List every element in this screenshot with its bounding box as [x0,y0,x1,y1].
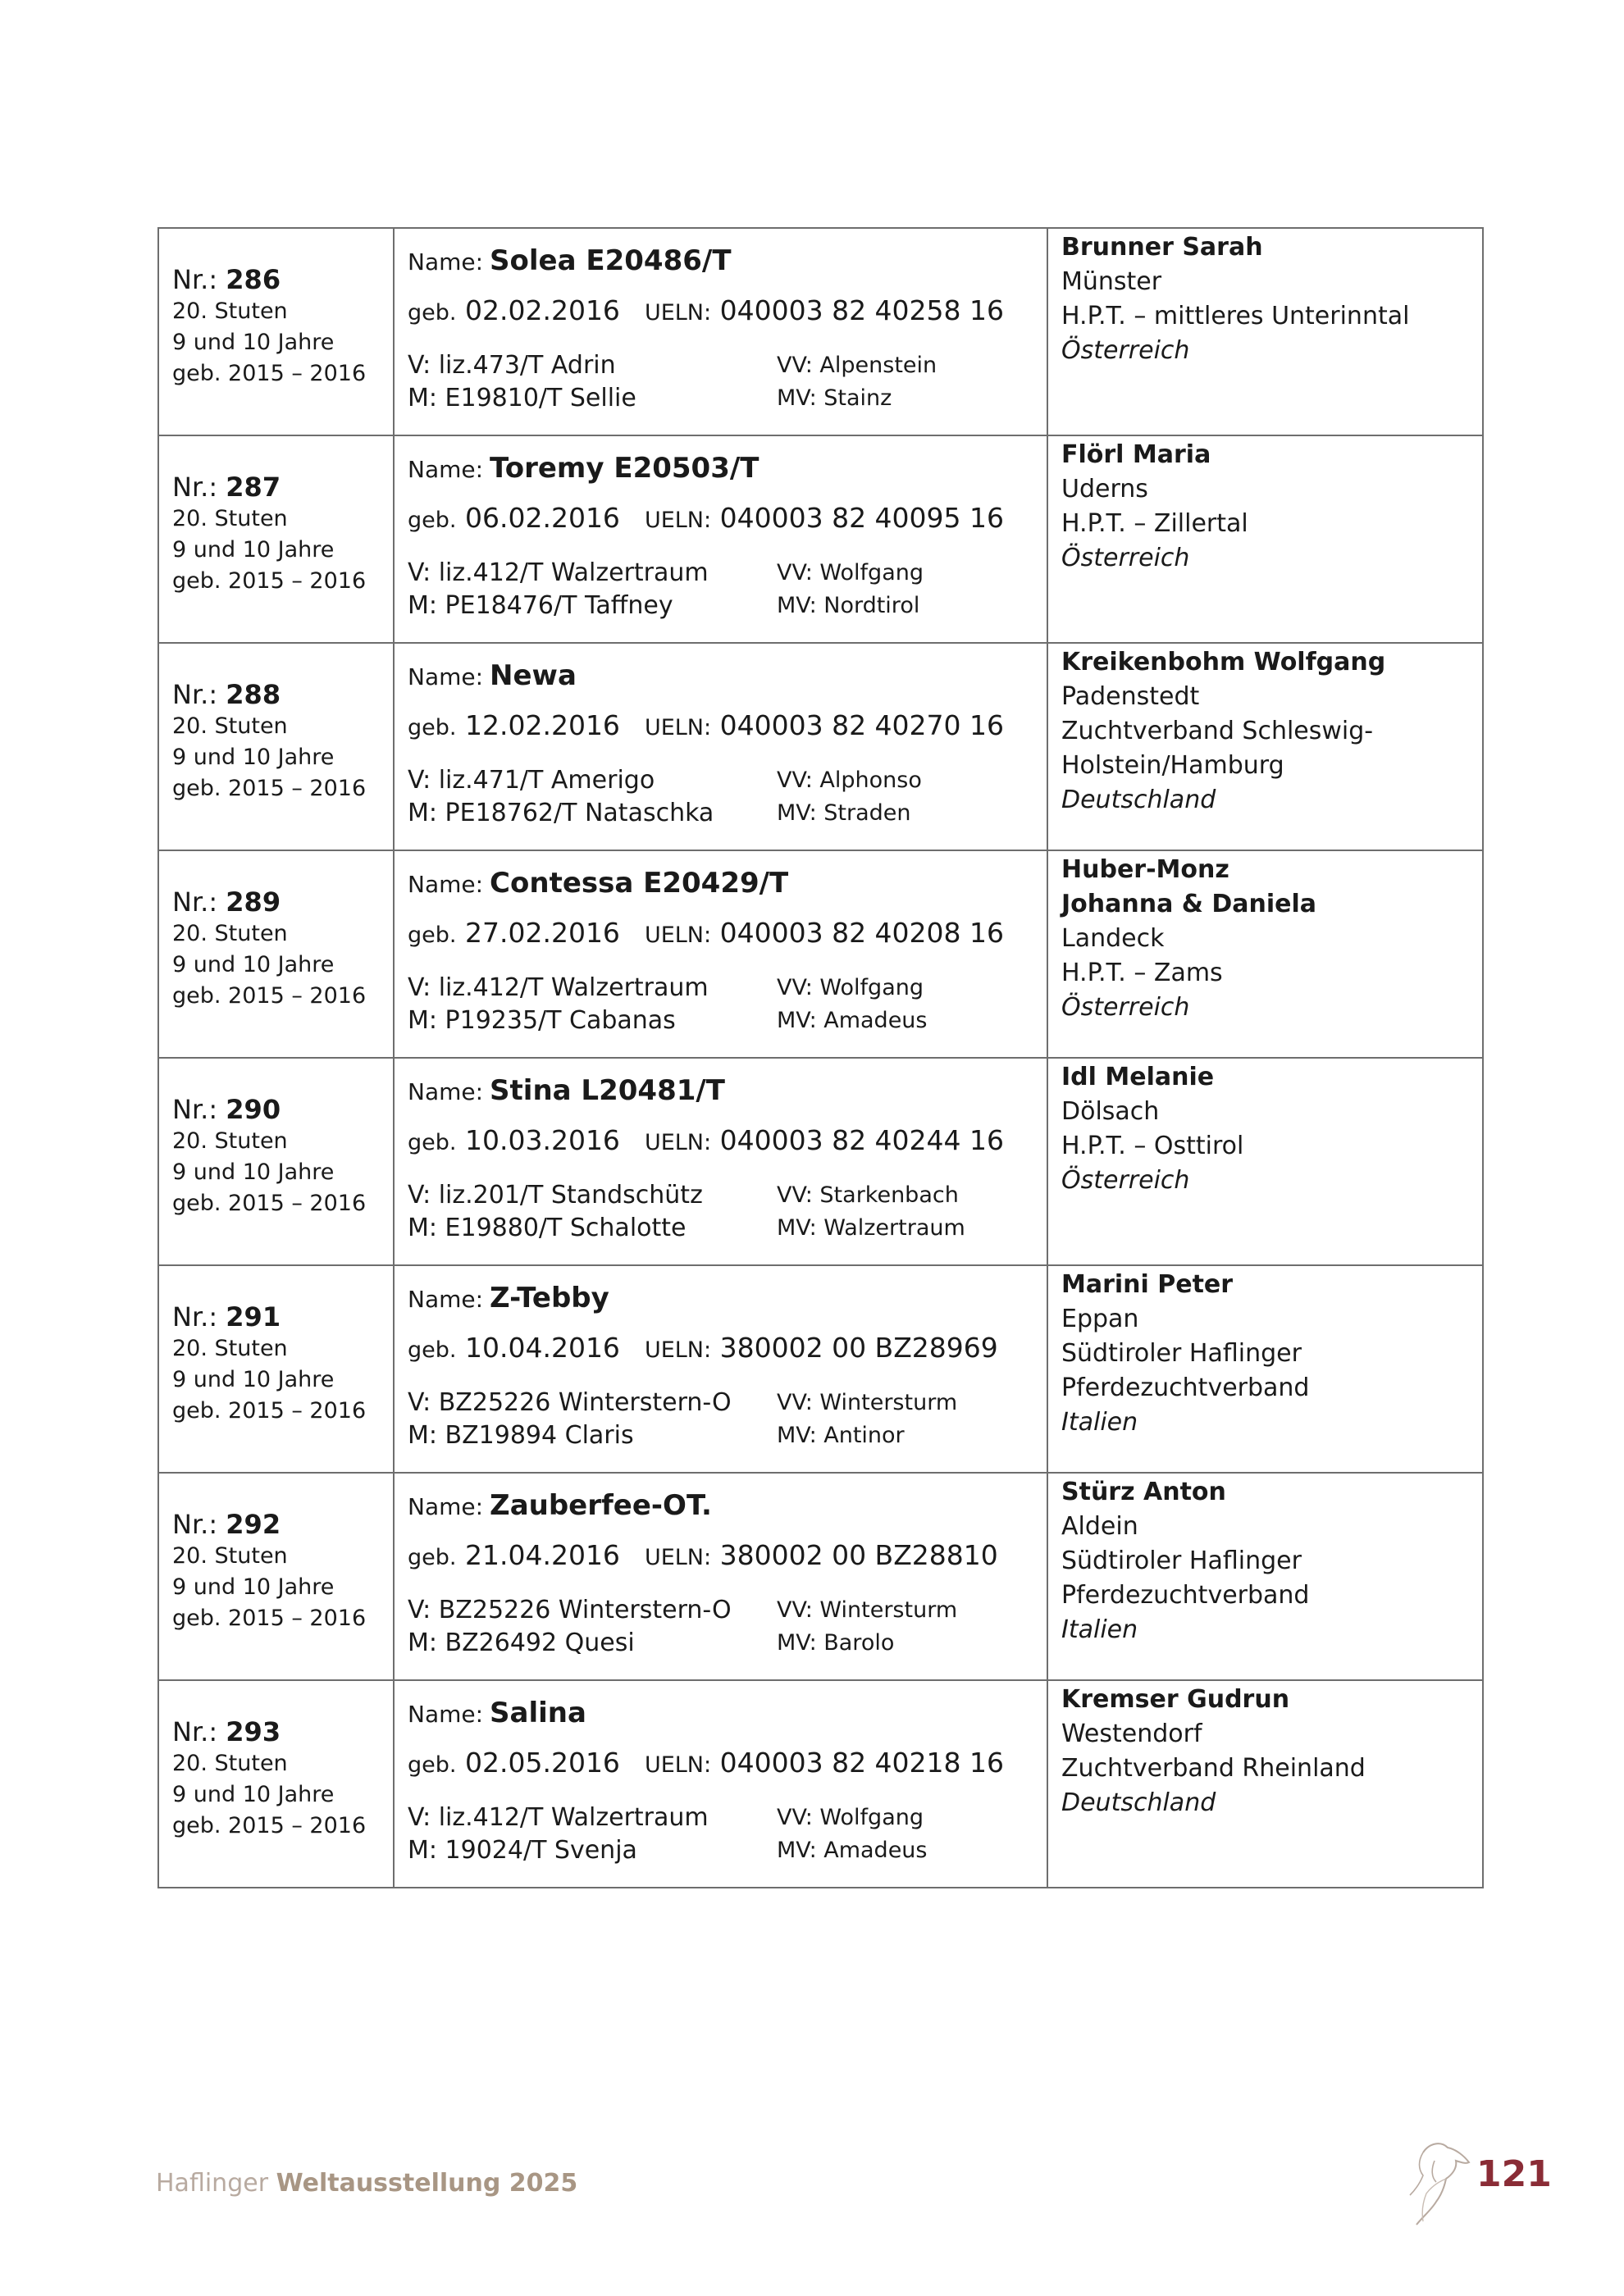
ueln-label: UELN: [644,1545,712,1570]
owner-lines [1061,1095,1482,1164]
horse-name: Salina [490,1697,586,1729]
nr-label: Nr.: [172,1509,218,1540]
sire-sire: VV: Starkenbach [777,1182,959,1208]
ueln-label: UELN: [644,1130,712,1155]
horse-details-cell [394,1265,1047,1473]
class-label: 20. Stuten [172,1751,288,1776]
class-label: 20. Stuten [172,921,288,946]
owner-name: Huber-Monz [1061,855,1229,884]
dam: M: 19024/T Svenja [408,1836,637,1865]
owner-line: Zuchtverband Rheinland [1061,1754,1366,1783]
horse-details-cell [394,850,1047,1058]
born-range-label: geb. 2015 – 2016 [172,1191,367,1216]
horse-name-line [408,1072,1047,1111]
nr-value: 292 [226,1509,281,1540]
entry-row [158,850,1483,1058]
owner-lines [1061,265,1482,334]
nr-label: Nr.: [172,1716,218,1747]
nr-label: Nr.: [172,264,218,295]
sire-sire: VV: Wolfgang [777,1805,924,1830]
nr-value: 289 [226,886,281,918]
owner-name: Brunner Sarah [1061,233,1263,262]
nr-value: 290 [226,1094,281,1125]
birth-date: 02.02.2016 [464,294,620,326]
geb-label: geb. [408,1752,457,1778]
entry-row [158,1680,1483,1888]
class-label: 20. Stuten [172,1543,288,1569]
born-range-label: geb. 2015 – 2016 [172,1398,367,1424]
nr-value: 287 [226,472,281,503]
entry-row [158,1058,1483,1265]
entry-row [158,435,1483,643]
entry-number [172,678,393,711]
dam-sire: MV: Straden [777,800,911,826]
pedigree [408,349,1047,415]
name-label: Name: [408,1701,484,1728]
owner-name: Flörl Maria [1061,440,1211,469]
owner-lines [1061,1302,1482,1405]
ueln-label: UELN: [644,922,712,948]
owner-country: Italien [1061,1408,1138,1437]
horse-name: Toremy E20503/T [490,452,760,485]
dam: M: BZ19894 Claris [408,1421,634,1450]
age-label: 9 und 10 Jahre [172,745,335,770]
nr-value: 288 [226,679,281,710]
horse-name: Stina L20481/T [490,1074,725,1107]
owner-country: Deutschland [1061,786,1216,814]
nr-label: Nr.: [172,679,218,710]
ueln-value: 040003 82 40258 16 [719,294,1005,326]
name-label: Name: [408,1286,484,1313]
age-label: 9 und 10 Jahre [172,1574,335,1600]
born-range-label: geb. 2015 – 2016 [172,983,367,1009]
sire: V: liz.471/T Amerigo [408,766,655,795]
nr-value: 291 [226,1301,281,1332]
horse-name: Z-Tebby [490,1282,609,1314]
name-label: Name: [408,871,484,898]
owner-lines [1061,1717,1482,1786]
nr-value: 293 [226,1716,281,1747]
sire: V: liz.412/T Walzertraum [408,973,709,1002]
owner-line: Dölsach [1061,1097,1160,1126]
sire: V: liz.201/T Standschütz [408,1181,703,1210]
geb-label: geb. [408,1130,457,1155]
nr-value: 286 [226,264,281,295]
dam: M: P19235/T Cabanas [408,1006,676,1035]
birth-date: 21.04.2016 [464,1539,620,1571]
owner-name: Kremser Gudrun [1061,1685,1290,1714]
nr-label: Nr.: [172,472,218,503]
owner-country: Österreich [1061,544,1190,572]
age-label: 9 und 10 Jahre [172,1159,335,1185]
sire: V: BZ25226 Winterstern-O [408,1388,732,1417]
entry-number-cell [158,435,394,643]
horse-name-line [408,1279,1047,1319]
horse-details-cell [394,435,1047,643]
entry-number [172,471,393,503]
horse-name-line [408,1487,1047,1526]
sire-sire: VV: Wintersturm [777,1597,958,1623]
horse-name: Solea E20486/T [490,244,732,277]
nr-label: Nr.: [172,1301,218,1332]
owner-lines [1061,922,1482,991]
birth-date: 10.03.2016 [464,1124,620,1156]
owner-line: Aldein [1061,1512,1138,1541]
owner-line: Padenstedt [1061,682,1200,711]
owner-lines [1061,472,1482,541]
owner-cell [1047,228,1483,435]
pedigree [408,557,1047,622]
entry-row [158,1473,1483,1680]
owner-country: Österreich [1061,336,1190,365]
sire-sire: VV: Wolfgang [777,975,924,1000]
geb-label: geb. [408,922,457,948]
horse-name-line [408,864,1047,904]
pedigree [408,1387,1047,1452]
dam-sire: MV: Amadeus [777,1838,928,1863]
class-label: 20. Stuten [172,506,288,531]
owner-line: H.P.T. – Osttirol [1061,1132,1244,1160]
class-label: 20. Stuten [172,713,288,739]
owner-name: Stürz Anton [1061,1478,1226,1506]
ueln-value: 380002 00 BZ28969 [719,1332,998,1364]
name-label: Name: [408,456,484,483]
owner-line: Münster [1061,267,1162,296]
owner-line: Zuchtverband Schleswig- [1061,717,1374,745]
age-label: 9 und 10 Jahre [172,1782,335,1807]
name-label: Name: [408,248,484,276]
ueln-label: UELN: [644,508,712,533]
entry-row [158,228,1483,435]
entry-number [172,1093,393,1126]
entry-number [172,1715,393,1748]
owner-line: Westendorf [1061,1720,1202,1748]
pedigree [408,764,1047,830]
owner-line: Pferdezuchtverband [1061,1581,1310,1610]
horse-name-line [408,1694,1047,1733]
geb-label: geb. [408,508,457,533]
horse-name-line [408,657,1047,696]
owner-line: H.P.T. – Zillertal [1061,509,1248,538]
owner-country: Österreich [1061,993,1190,1022]
sire-sire: VV: Alphonso [777,768,922,793]
owner-line: H.P.T. – Zams [1061,959,1223,987]
class-label: 20. Stuten [172,1128,288,1154]
born-range-label: geb. 2015 – 2016 [172,1813,367,1838]
horse-details-cell [394,1680,1047,1888]
birth-date: 27.02.2016 [464,917,620,949]
born-range-label: geb. 2015 – 2016 [172,776,367,801]
birth-date: 06.02.2016 [464,502,620,534]
owner-cell [1047,850,1483,1058]
horse-name-line [408,242,1047,281]
entry-number-cell [158,228,394,435]
footer-event: Weltausstellung 2025 [276,2169,578,2198]
dam: M: E19810/T Sellie [408,384,636,412]
owner-name: Idl Melanie [1061,1063,1215,1091]
horse-name-line [408,449,1047,489]
owner-cell [1047,1680,1483,1888]
horse-name: Zauberfee-OT. [490,1489,712,1522]
sire: V: liz.473/T Adrin [408,351,616,380]
nr-label: Nr.: [172,1094,218,1125]
geb-label: geb. [408,715,457,740]
owner-cell [1047,1058,1483,1265]
born-range-label: geb. 2015 – 2016 [172,1606,367,1631]
owner-line: Pferdezuchtverband [1061,1374,1310,1402]
ueln-value: 040003 82 40270 16 [719,709,1005,741]
geb-label: geb. [408,300,457,326]
sire: V: liz.412/T Walzertraum [408,558,709,587]
owner-country: Österreich [1061,1166,1190,1195]
dam-sire: MV: Antinor [777,1423,905,1448]
owner-name: Marini Peter [1061,1270,1234,1299]
entry-number-cell [158,1473,394,1680]
entry-number-cell [158,850,394,1058]
ueln-label: UELN: [644,715,712,740]
pedigree [408,1594,1047,1660]
dam-sire: MV: Amadeus [777,1008,928,1033]
entry-number [172,1301,393,1333]
owner-line: Eppan [1061,1305,1139,1333]
page-number: 121 [1476,2153,1552,2195]
entry-number-cell [158,1058,394,1265]
dam-sire: MV: Nordtirol [777,593,920,618]
class-label: 20. Stuten [172,1336,288,1361]
born-range-label: geb. 2015 – 2016 [172,568,367,594]
entry-number [172,263,393,296]
ueln-value: 040003 82 40208 16 [719,917,1005,949]
footer-brand: Haflinger [156,2169,269,2198]
dam: M: PE18762/T Nataschka [408,799,714,827]
entry-number [172,1508,393,1541]
owner-country: Deutschland [1061,1788,1216,1817]
owner-lines [1061,680,1482,783]
pedigree [408,972,1047,1037]
entries-table [157,227,1484,1888]
born-range-label: geb. 2015 – 2016 [172,361,367,386]
horse-head-icon [1398,2136,1472,2230]
dam: M: E19880/T Schalotte [408,1214,687,1242]
name-label: Name: [408,663,484,690]
owner-line: Südtiroler Haflinger [1061,1547,1302,1575]
horse-details-cell [394,1058,1047,1265]
dam: M: PE18476/T Taffney [408,591,673,620]
geb-label: geb. [408,1545,457,1570]
birth-ueln-line [408,1330,1047,1369]
horse-name: Newa [490,659,577,692]
owner-cell [1047,1473,1483,1680]
name-label: Name: [408,1493,484,1520]
entry-number [172,886,393,918]
sire: V: BZ25226 Winterstern-O [408,1596,732,1624]
horse-details-cell [394,228,1047,435]
dam-sire: MV: Walzertraum [777,1215,965,1241]
birth-ueln-line [408,293,1047,331]
entry-row [158,1265,1483,1473]
ueln-value: 380002 00 BZ28810 [719,1539,998,1571]
pedigree [408,1179,1047,1245]
ueln-value: 040003 82 40244 16 [719,1124,1005,1156]
owner-line: H.P.T. – mittleres Unterinntal [1061,302,1410,330]
entry-number-cell [158,1680,394,1888]
sire-sire: VV: Alpenstein [777,353,937,378]
birth-ueln-line [408,708,1047,746]
birth-ueln-line [408,500,1047,539]
class-label: 20. Stuten [172,298,288,324]
owner-line: Landeck [1061,924,1165,953]
ueln-value: 040003 82 40095 16 [719,502,1005,534]
owner-lines [1061,1510,1482,1613]
horse-details-cell [394,643,1047,850]
sire: V: liz.412/T Walzertraum [408,1803,709,1832]
birth-ueln-line [408,915,1047,954]
birth-date: 12.02.2016 [464,709,620,741]
horse-name: Contessa E20429/T [490,867,789,900]
ueln-label: UELN: [644,1337,712,1363]
name-label: Name: [408,1078,484,1105]
entry-row [158,643,1483,850]
dam-sire: MV: Barolo [777,1630,895,1656]
owner-line: Uderns [1061,475,1148,503]
dam-sire: MV: Stainz [777,385,892,411]
ueln-label: UELN: [644,300,712,326]
birth-date: 02.05.2016 [464,1747,620,1779]
owner-cell [1047,435,1483,643]
birth-ueln-line [408,1538,1047,1576]
age-label: 9 und 10 Jahre [172,330,335,355]
entry-number-cell [158,1265,394,1473]
sire-sire: VV: Wintersturm [777,1390,958,1415]
age-label: 9 und 10 Jahre [172,952,335,977]
pedigree [408,1802,1047,1867]
ueln-value: 040003 82 40218 16 [719,1747,1005,1779]
birth-ueln-line [408,1123,1047,1161]
nr-label: Nr.: [172,886,218,918]
owner-country: Italien [1061,1615,1138,1644]
birth-ueln-line [408,1745,1047,1784]
owner-cell [1047,1265,1483,1473]
geb-label: geb. [408,1337,457,1363]
age-label: 9 und 10 Jahre [172,1367,335,1392]
horse-details-cell [394,1473,1047,1680]
footer-title [156,2169,577,2198]
entry-number-cell [158,643,394,850]
owner-line: Holstein/Hamburg [1061,751,1284,780]
owner-name: Kreikenbohm Wolfgang [1061,648,1386,676]
birth-date: 10.04.2016 [464,1332,620,1364]
dam: M: BZ26492 Quesi [408,1629,635,1657]
age-label: 9 und 10 Jahre [172,537,335,563]
sire-sire: VV: Wolfgang [777,560,924,585]
owner-name-2: Johanna & Daniela [1061,890,1317,918]
ueln-label: UELN: [644,1752,712,1778]
owner-line: Südtiroler Haflinger [1061,1339,1302,1368]
owner-cell [1047,643,1483,850]
